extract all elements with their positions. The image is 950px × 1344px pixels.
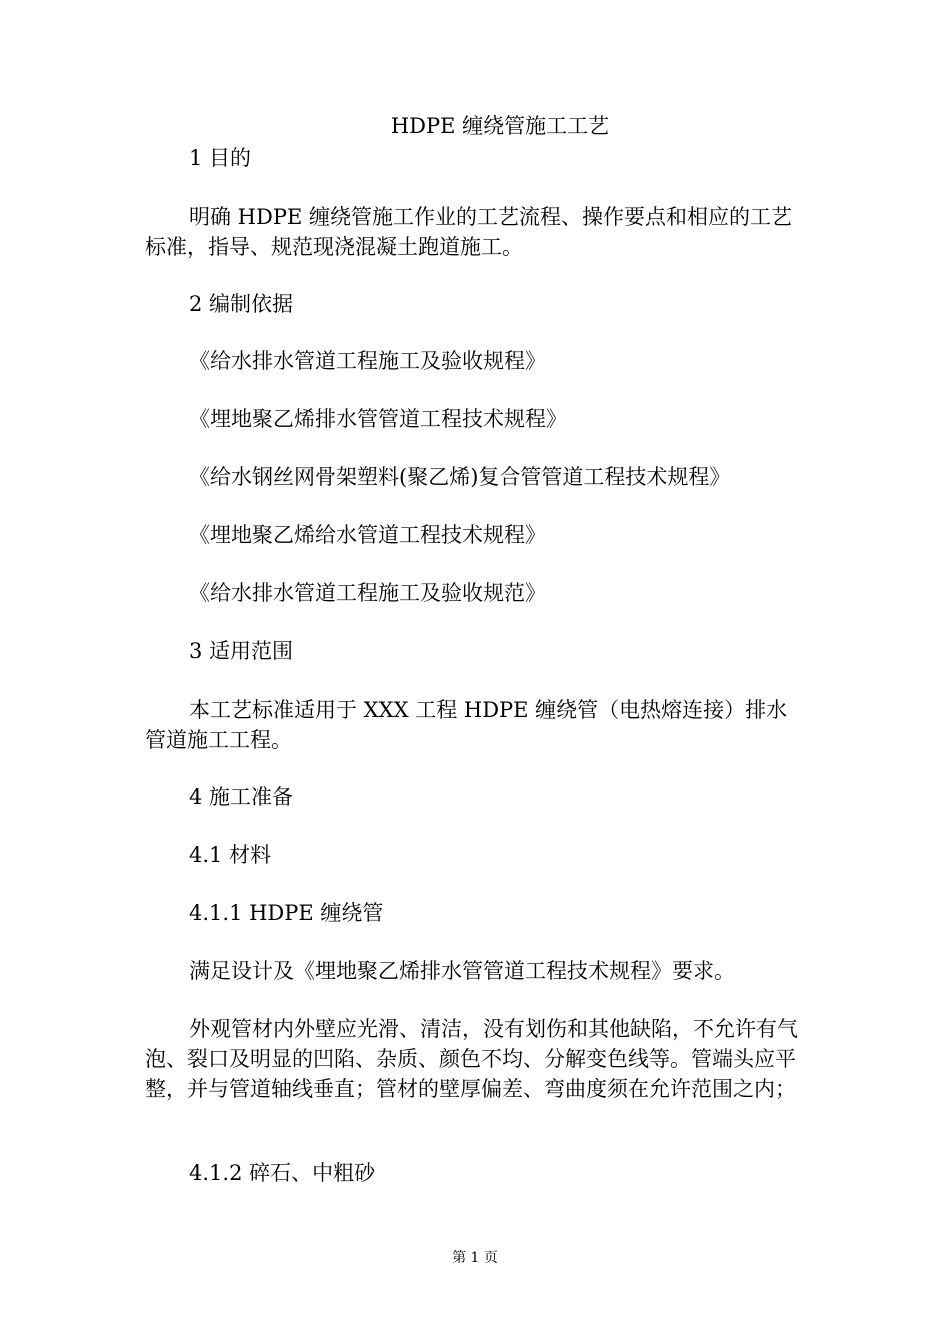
reference-item-5: 《给水排水管道工程施工及验收规范》 [189, 581, 546, 605]
reference-item-2: 《埋地聚乙烯排水管管道工程技术规程》 [189, 407, 567, 431]
document-title: HDPE 缠绕管施工工艺 [390, 114, 610, 138]
reference-item-1: 《给水排水管道工程施工及验收规程》 [189, 349, 546, 373]
section-heading-preparation: 4 施工准备 [189, 785, 294, 809]
subsection-heading-hdpe-pipe: 4.1.1 HDPE 缠绕管 [189, 901, 384, 925]
section-heading-purpose: 1 目的 [189, 146, 252, 170]
page-number: 第 1 页 [452, 1250, 498, 1266]
subsection-heading-gravel-sand: 4.1.2 碎石、中粗砂 [189, 1161, 376, 1185]
section-heading-basis: 2 编制依据 [189, 292, 294, 316]
paragraph-scope: 本工艺标准适用于 XXX 工程 HDPE 缠绕管（电热熔连接）排水管道施工工程。 [145, 698, 788, 752]
paragraph-requirements: 满足设计及《埋地聚乙烯排水管管道工程技术规程》要求。 [189, 959, 735, 983]
paragraph-appearance: 外观管材内外壁应光滑、清洁，没有划伤和其他缺陷，不允许有气泡、裂口及明显的凹陷、杂质、颜色不均、分解变色线等。管端头应平整，并与管道轴线垂直；管材的壁厚偏差、弯曲度须在允许范围之内； [145, 1017, 798, 1101]
reference-item-4: 《埋地聚乙烯给水管道工程技术规程》 [189, 523, 546, 547]
reference-item-3: 《给水钢丝网骨架塑料(聚乙烯)复合管管道工程技术规程》 [189, 465, 731, 489]
subsection-heading-materials: 4.1 材料 [189, 843, 272, 867]
paragraph-purpose: 明确 HDPE 缠绕管施工作业的工艺流程、操作要点和相应的工艺标准，指导、规范现浇混凝土跑道施工。 [145, 205, 792, 259]
section-heading-scope: 3 适用范围 [189, 639, 294, 663]
